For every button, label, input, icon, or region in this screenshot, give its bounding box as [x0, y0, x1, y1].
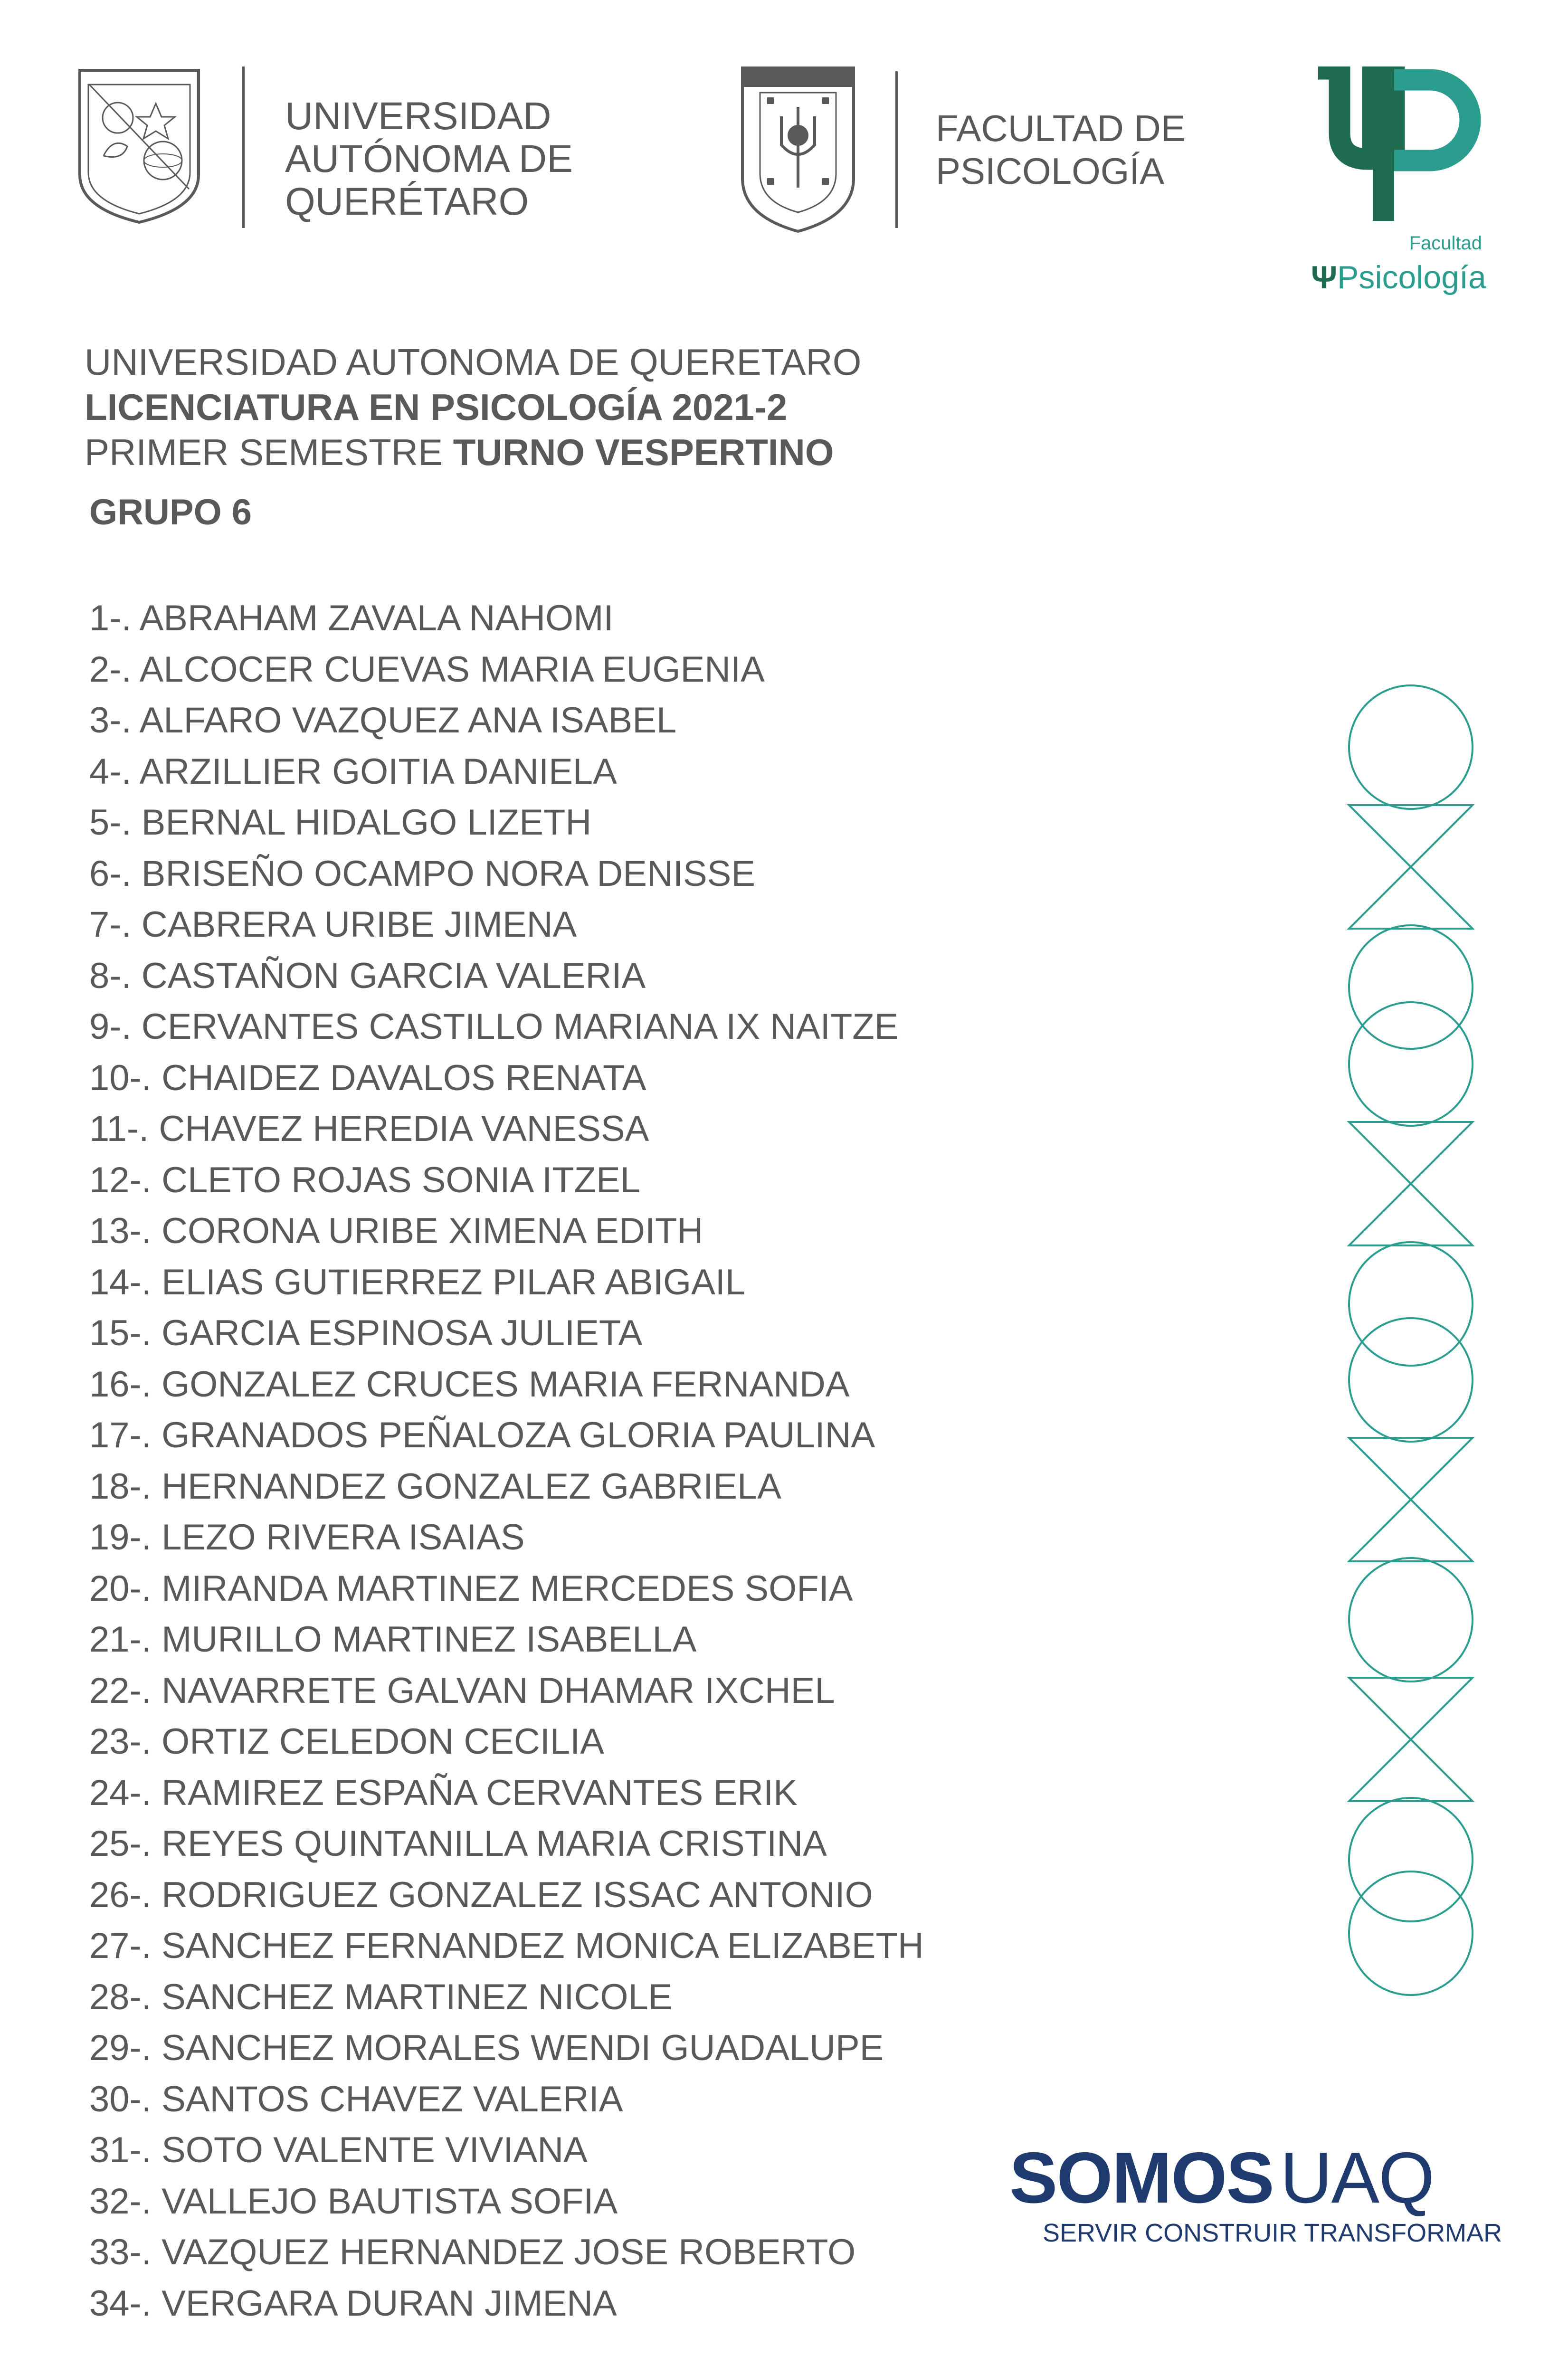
semester-label: PRIMER SEMESTRE [85, 431, 453, 473]
uaq-name [285, 95, 573, 223]
student-list-item: 18-. HERNANDEZ GONZALEZ GABRIELA [89, 1466, 781, 1507]
student-list-item: 7-. CABRERA URIBE JIMENA [89, 904, 577, 945]
student-list-item: 9-. CERVANTES CASTILLO MARIANA IX NAITZE [89, 1007, 899, 1047]
title-university: UNIVERSIDAD AUTONOMA DE QUERETARO [85, 341, 862, 383]
student-list-item: 6-. BRISEÑO OCAMPO NORA DENISSE [89, 853, 756, 894]
psi-symbol-icon [1316, 66, 1482, 223]
faculty-divider-line [895, 71, 898, 228]
uaq-name-line: UNIVERSIDAD [285, 95, 551, 138]
tagline-transformar: TRANSFORMAR [1304, 2219, 1502, 2247]
student-list-item: 24-. RAMIREZ ESPAÑA CERVANTES ERIK [89, 1772, 798, 1813]
student-list-item: 28-. SANCHEZ MARTINEZ NICOLE [89, 1976, 673, 2017]
student-list-item: 21-. MURILLO MARTINEZ ISABELLA [89, 1619, 697, 1660]
psi-word-text: Psicología [1337, 259, 1486, 295]
faculty-name-line: FACULTAD DE [936, 107, 1186, 149]
group-label: GRUPO 6 [89, 492, 252, 532]
faculty-name [936, 107, 1186, 192]
psi-mini-symbol-icon: Ψ [1311, 259, 1338, 295]
student-list-item: 31-. SOTO VALENTE VIVIANA [89, 2130, 588, 2170]
student-list-item: 25-. REYES QUINTANILLA MARIA CRISTINA [89, 1824, 827, 1864]
student-list-item: 2-. ALCOCER CUEVAS MARIA EUGENIA [89, 649, 765, 690]
student-list-item: 3-. ALFARO VAZQUEZ ANA ISABEL [89, 700, 677, 741]
student-list-item: 16-. GONZALEZ CRUCES MARIA FERNANDA [89, 1364, 850, 1405]
uaq-text: UAQ [1280, 2138, 1434, 2218]
title-semester [85, 430, 861, 475]
student-list-item: 4-. ARZILLIER GOITIA DANIELA [89, 751, 617, 792]
psi-facultad-label: Facultad [1409, 233, 1482, 254]
student-list-item: 15-. GARCIA ESPINOSA JULIETA [89, 1313, 643, 1353]
psi-wordmark [1311, 259, 1486, 296]
student-list-item: 22-. NAVARRETE GALVAN DHAMAR IXCHEL [89, 1670, 835, 1711]
faculty-seal-logo [739, 64, 857, 235]
student-list-item: 33-. VAZQUEZ HERNANDEZ JOSE ROBERTO [89, 2232, 856, 2272]
somos-uaq-logo [1009, 2140, 1434, 2216]
uaq-name-line: QUERÉTARO [285, 180, 529, 223]
uaq-name-line: AUTÓNOMA DE [285, 137, 573, 180]
student-list-item: 17-. GRANADOS PEÑALOZA GLORIA PAULINA [89, 1415, 875, 1455]
title-program: LICENCIATURA EN PSICOLOGÍA 2021-2 [85, 386, 788, 428]
student-list-item: 32-. VALLEJO BAUTISTA SOFIA [89, 2181, 618, 2222]
student-list-item: 30-. SANTOS CHAVEZ VALERIA [89, 2079, 623, 2119]
somos-tagline [1043, 2218, 1502, 2248]
student-list-item: 5-. BERNAL HIDALGO LIZETH [89, 802, 592, 843]
student-list [89, 593, 924, 2329]
tagline-construir: CONSTRUIR [1145, 2219, 1298, 2247]
student-list-item: 29-. SANCHEZ MORALES WENDI GUADALUPE [89, 2028, 884, 2068]
student-list-item: 26-. RODRIGUEZ GONZALEZ ISSAC ANTONIO [89, 1874, 873, 1915]
student-list-item: 19-. LEZO RIVERA ISAIAS [89, 1517, 525, 1558]
uaq-seal-logo [75, 66, 203, 227]
student-list-item: 20-. MIRANDA MARTINEZ MERCEDES SOFIA [89, 1568, 853, 1609]
student-list-item: 1-. ABRAHAM ZAVALA NAHOMI [89, 598, 614, 638]
somos-text: SOMOS [1009, 2138, 1273, 2218]
student-list-item: 23-. ORTIZ CELEDON CECILIA [89, 1721, 604, 1762]
circle-hourglass-chain-icon [1344, 679, 1477, 2000]
student-list-item: 13-. CORONA URIBE XIMENA EDITH [89, 1211, 703, 1251]
student-list-item: 27-. SANCHEZ FERNANDEZ MONICA ELIZABETH [89, 1926, 924, 1966]
student-list-item: 10-. CHAIDEZ DAVALOS RENATA [89, 1057, 646, 1098]
student-list-item: 12-. CLETO ROJAS SONIA ITZEL [89, 1159, 641, 1200]
student-list-item: 11-. CHAVEZ HEREDIA VANESSA [89, 1109, 649, 1149]
student-list-item: 8-. CASTAÑON GARCIA VALERIA [89, 955, 646, 996]
student-list-item: 34-. VERGARA DURAN JIMENA [89, 2283, 617, 2324]
student-list-item: 14-. ELIAS GUTIERREZ PILAR ABIGAIL [89, 1262, 746, 1302]
tagline-servir: SERVIR [1043, 2219, 1138, 2247]
uaq-divider-line [242, 66, 245, 228]
faculty-name-line: PSICOLOGÍA [936, 150, 1165, 192]
shift-label: TURNO VESPERTINO [453, 431, 834, 473]
title-block [85, 340, 861, 475]
